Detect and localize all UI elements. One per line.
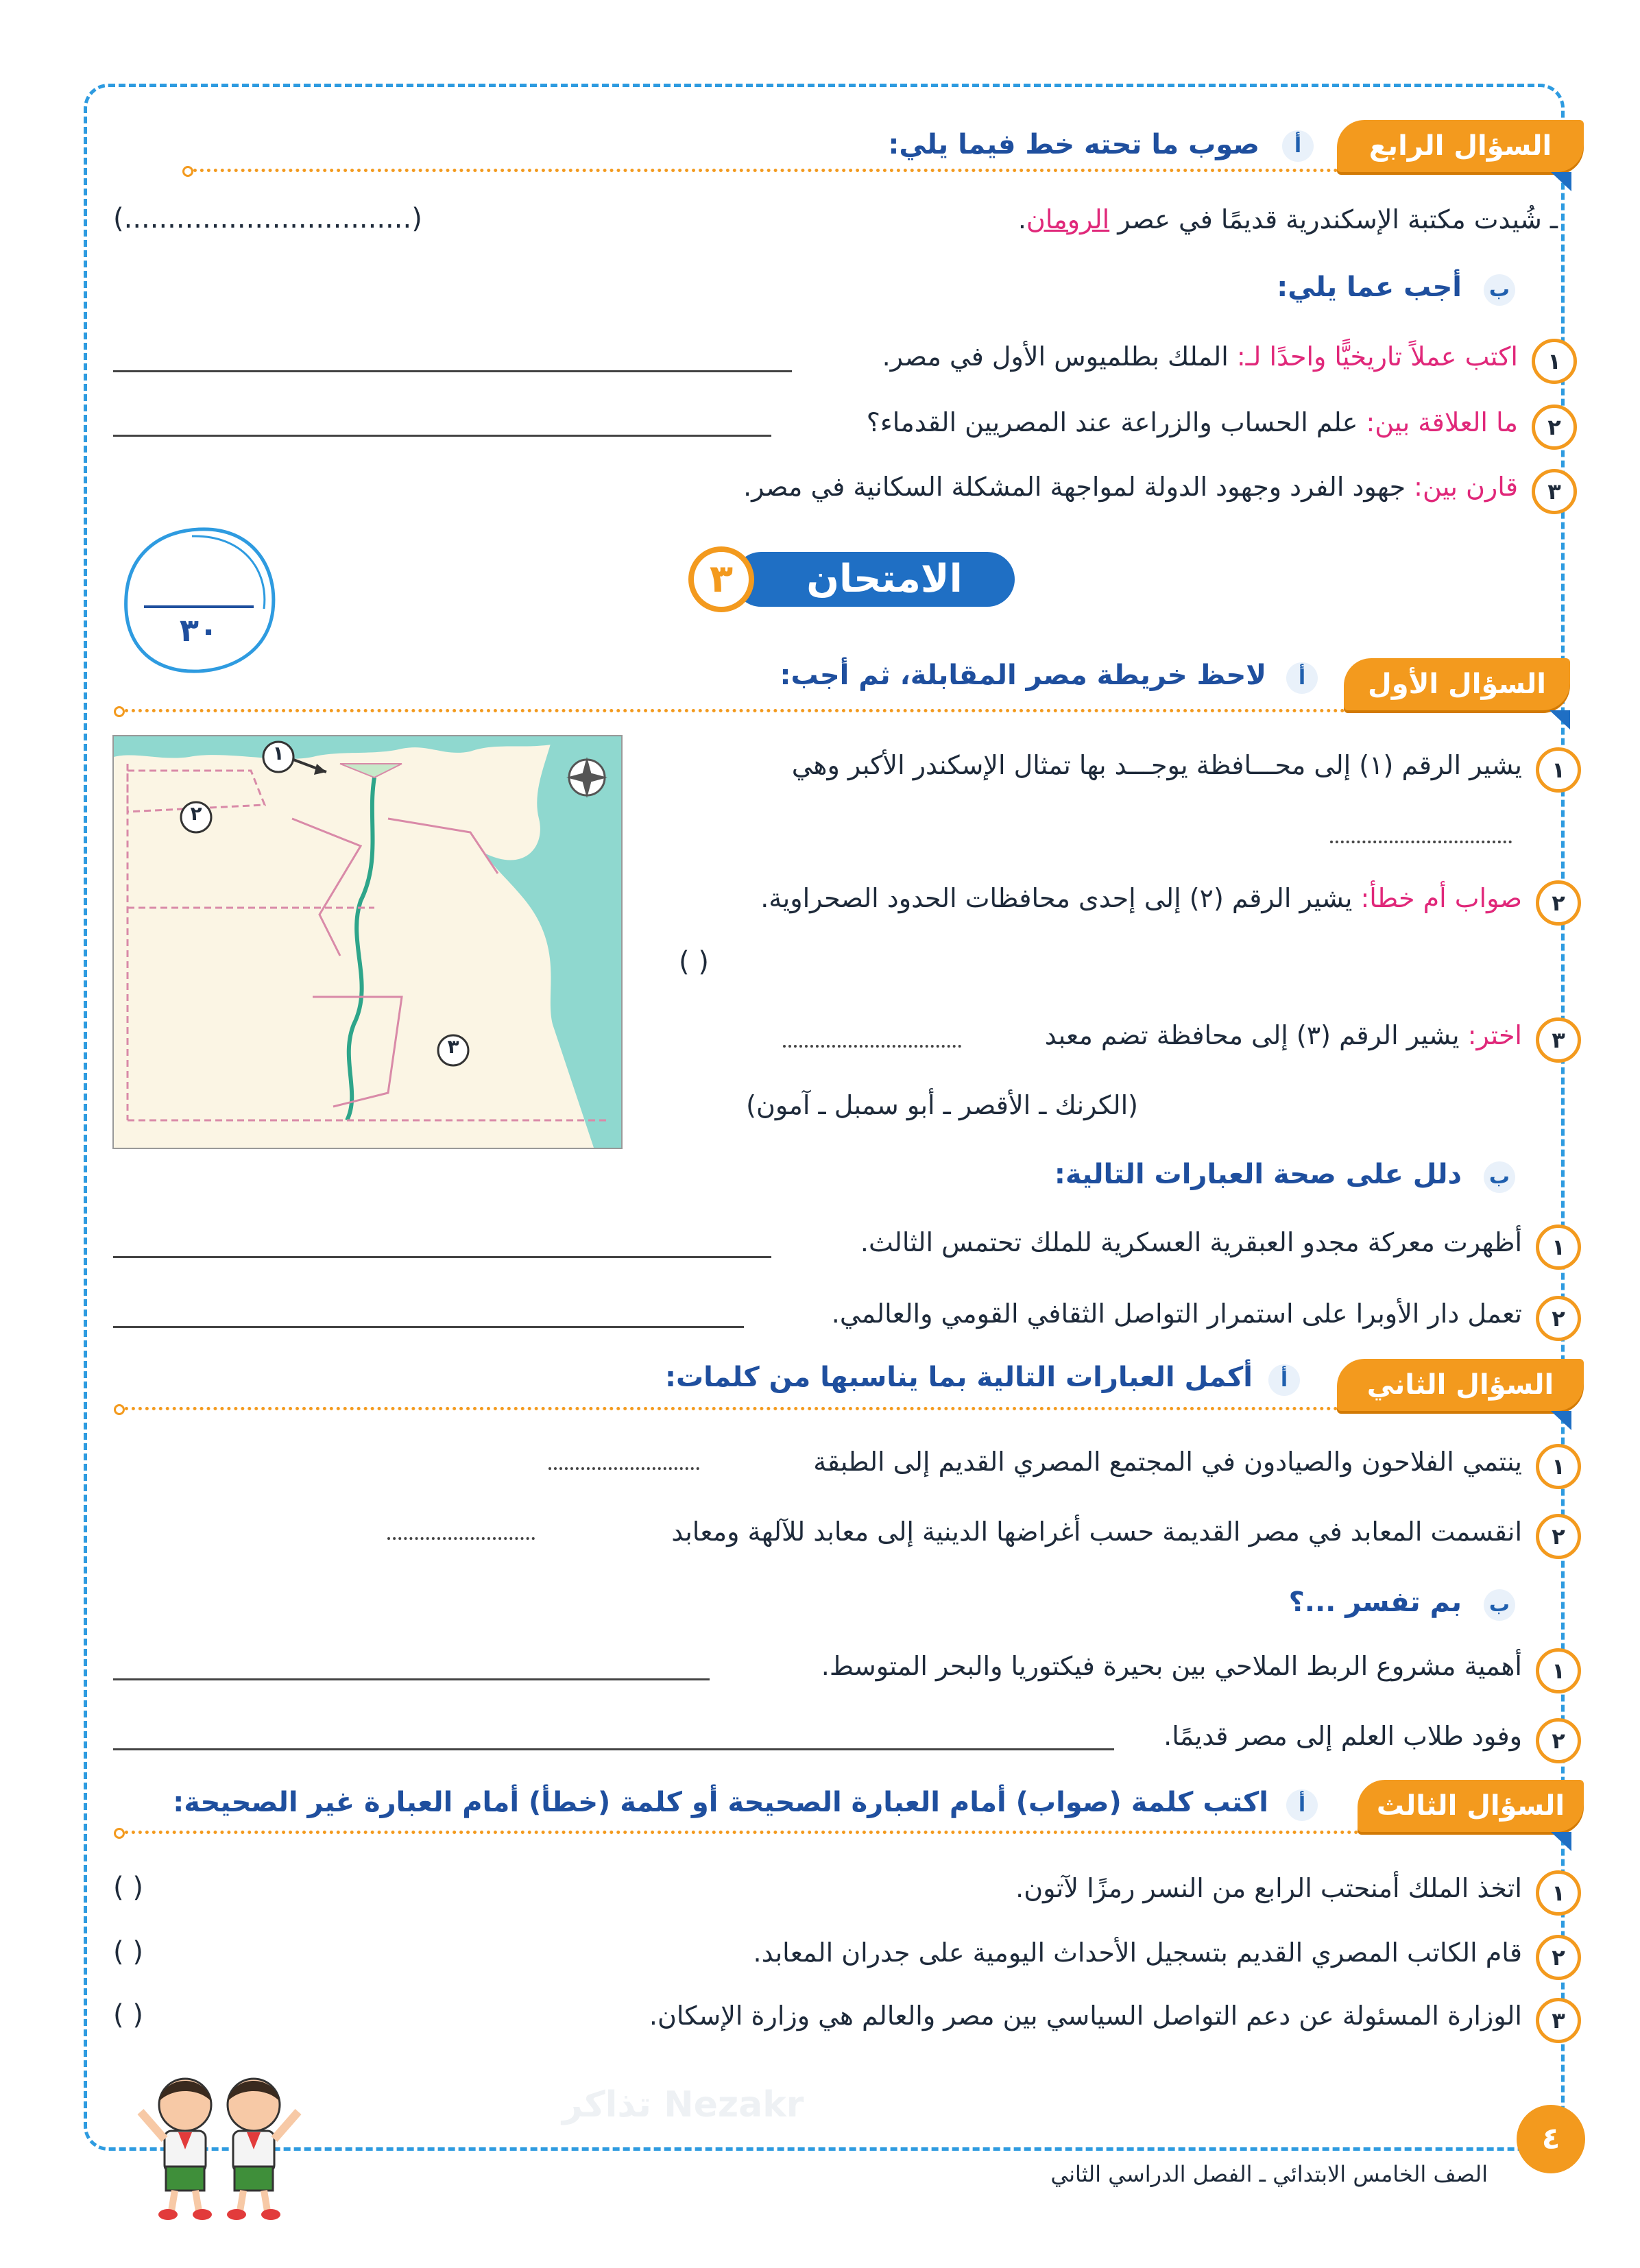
divider (118, 1407, 1338, 1410)
item-lead: اختر: (1467, 1020, 1522, 1050)
item-number: ١ (1536, 1225, 1581, 1270)
answer-dots[interactable] (387, 1537, 535, 1540)
score-bubble (117, 521, 281, 679)
q2-item-2: انقسمت المعابد في مصر القديمة حسب أغراضها الدينية إلى معابد للآلهة ومعابد (671, 1517, 1522, 1547)
map-label-3: ٣ (447, 1035, 459, 1058)
sub-question-b-heading: بم تفسر ...؟ (1288, 1587, 1462, 1618)
item-lead: صواب أم خطأ: (1360, 883, 1522, 913)
tab-tail (1551, 1832, 1571, 1851)
answer-line[interactable] (113, 1326, 744, 1328)
q4-item-2 (867, 407, 1518, 437)
statement-q4a (1018, 204, 1558, 234)
item-number: ٣ (1536, 1998, 1581, 2043)
sub-question-a-heading: لاحظ خريطة مصر المقابلة، ثم أجب: (780, 660, 1266, 691)
q3-item-3: الوزارة المسئولة عن دعم التواصل السياسي بين مصر والعالم هي وزارة الإسكان. (649, 2001, 1522, 2031)
item-number: ١ (1536, 1444, 1581, 1489)
divider (118, 709, 1345, 712)
sub-question-a-heading: صوب ما تحته خط فيما يلي: (888, 129, 1259, 160)
answer-dots[interactable] (1330, 841, 1512, 843)
choices: (الكرنك ـ الأقصر ـ أبو سمبل ـ آمون) (746, 1090, 1138, 1120)
q1-item-1: يشير الرقم (١) إلى محـــافظة يوجـــد بها تمثال الإسكندر الأكبر وهي (791, 750, 1522, 780)
sub-question-b-badge: ب (1484, 1589, 1515, 1621)
q2-b-item-1: أهمية مشروع الربط الملاحي بين بحيرة فيكتوريا والبحر المتوسط. (821, 1651, 1522, 1681)
q1-b-item-1: أظهرت معركة مجدو العبقرية العسكرية للملك تحتمس الثالث. (860, 1227, 1522, 1257)
q3-item-2: قام الكاتب المصري القديم بتسجيل الأحداث اليومية على جدران المعابد. (753, 1938, 1522, 1968)
q1-item-3 (1045, 1020, 1522, 1050)
item-text: علم الحساب والزراعة عند المصريين القدماء؟ (866, 407, 1366, 437)
answer-paren[interactable]: ( ) (679, 946, 709, 978)
kids-mascot-illustration (130, 2064, 315, 2221)
watermark: Nezakr تذاكر (562, 2084, 804, 2125)
sub-question-a-badge: أ (1286, 1789, 1318, 1821)
sub-question-b-badge: ب (1484, 274, 1515, 306)
q2-b-item-2: وفود طلاب العلم إلى مصر قديمًا. (1163, 1721, 1522, 1751)
item-number: ١ (1536, 1870, 1581, 1916)
map-label-2: ٢ (190, 802, 202, 825)
item-text: يشير الرقم (٣) إلى محافظة تضم معبد (1044, 1020, 1468, 1050)
item-text: جهود الفرد وجهود الدولة لمواجهة المشكلة السكانية في مصر. (743, 472, 1414, 502)
q2-item-1: ينتمي الفلاحون والصيادون في المجتمع المصري القديم إلى الطبقة (813, 1447, 1522, 1477)
answer-line[interactable] (113, 370, 792, 372)
egypt-map (112, 735, 623, 1149)
exam-number: ٣ (709, 557, 734, 601)
item-number: ٢ (1536, 1718, 1581, 1763)
question-4-tab: السؤال الرابع (1337, 120, 1584, 172)
statement-end: . (1017, 204, 1026, 234)
answer-line[interactable] (113, 435, 771, 437)
item-number: ١ (1536, 1648, 1581, 1693)
underlined-word: الرومان (1026, 204, 1110, 234)
item-number: ٢ (1536, 1514, 1581, 1559)
item-number: ١ (1536, 747, 1581, 793)
sub-question-a-heading: اكتب كلمة (صواب) أمام العبارة الصحيحة أو كلمة (خطأ) أمام العبارة غير الصحيحة: (173, 1787, 1268, 1818)
tab-tail (1551, 172, 1571, 191)
q4-item-1 (882, 341, 1518, 372)
statement-text: ـ شُيدت مكتبة الإسكندرية قديمًا في عصر (1109, 204, 1558, 234)
answer-line[interactable] (113, 1678, 710, 1680)
exam-title-badge (686, 545, 1022, 614)
answer-paren[interactable]: ( ) (113, 1999, 143, 2031)
item-lead: ما العلاقة بين: (1366, 407, 1518, 437)
tab-tail (1549, 710, 1570, 729)
item-number: ٢ (1532, 405, 1577, 450)
question-2-tab: السؤال الثاني (1337, 1359, 1584, 1411)
map-label-1: ١ (272, 742, 285, 764)
item-number: ١ (1532, 339, 1577, 384)
score-value: ٣٠ (179, 612, 219, 649)
sub-question-a-badge: أ (1282, 130, 1314, 162)
item-lead: اكتب عملاً تاريخيًّا واحدًا لـ: (1236, 341, 1518, 372)
divider (186, 169, 1338, 172)
footer-grade-text: الصف الخامس الابتدائي ـ الفصل الدراسي الثاني (1050, 2161, 1488, 2187)
answer-line[interactable] (113, 1256, 771, 1258)
sub-question-a-heading: أكمل العبارات التالية بما يناسبها من كلمات: (664, 1362, 1253, 1393)
item-number: ٢ (1536, 880, 1581, 926)
item-text: يشير الرقم (٢) إلى إحدى محافظات الحدود الصحراوية. (760, 883, 1361, 913)
q4-item-3 (743, 472, 1518, 502)
question-3-tab: السؤال الثالث (1358, 1780, 1584, 1832)
sub-question-b-heading: أجب عما يلي: (1277, 272, 1462, 303)
q3-item-1: اتخذ الملك أمنحتب الرابع من النسر رمزًا لآتون. (1015, 1873, 1522, 1903)
sub-question-a-badge: أ (1268, 1364, 1300, 1396)
item-number: ٢ (1536, 1296, 1581, 1341)
question-1-tab: السؤال الأول (1344, 658, 1570, 710)
exam-title: الامتحان (806, 557, 963, 601)
answer-line[interactable] (113, 1748, 1114, 1750)
item-number: ٣ (1536, 1017, 1581, 1063)
page-number: ٤ (1517, 2105, 1585, 2173)
item-number: ٢ (1536, 1935, 1581, 1980)
sub-question-b-badge: ب (1484, 1161, 1515, 1193)
q1-b-item-2: تعمل دار الأوبرا على استمرار التواصل الثقافي القومي والعالمي. (831, 1299, 1522, 1329)
answer-dots[interactable] (783, 1045, 961, 1048)
answer-paren[interactable]: (.................................) (113, 203, 422, 234)
tab-tail (1551, 1411, 1571, 1430)
divider (118, 1831, 1359, 1834)
q1-item-2 (760, 883, 1522, 913)
sub-question-a-badge: أ (1286, 662, 1318, 694)
item-lead: قارن بين: (1414, 472, 1518, 502)
item-number: ٣ (1532, 469, 1577, 514)
answer-dots[interactable] (548, 1467, 699, 1470)
sub-question-b-heading: دلل على صحة العبارات التالية: (1054, 1159, 1462, 1190)
answer-paren[interactable]: ( ) (113, 1872, 143, 1903)
item-text: الملك بطلميوس الأول في مصر. (882, 341, 1237, 372)
answer-paren[interactable]: ( ) (113, 1936, 143, 1968)
